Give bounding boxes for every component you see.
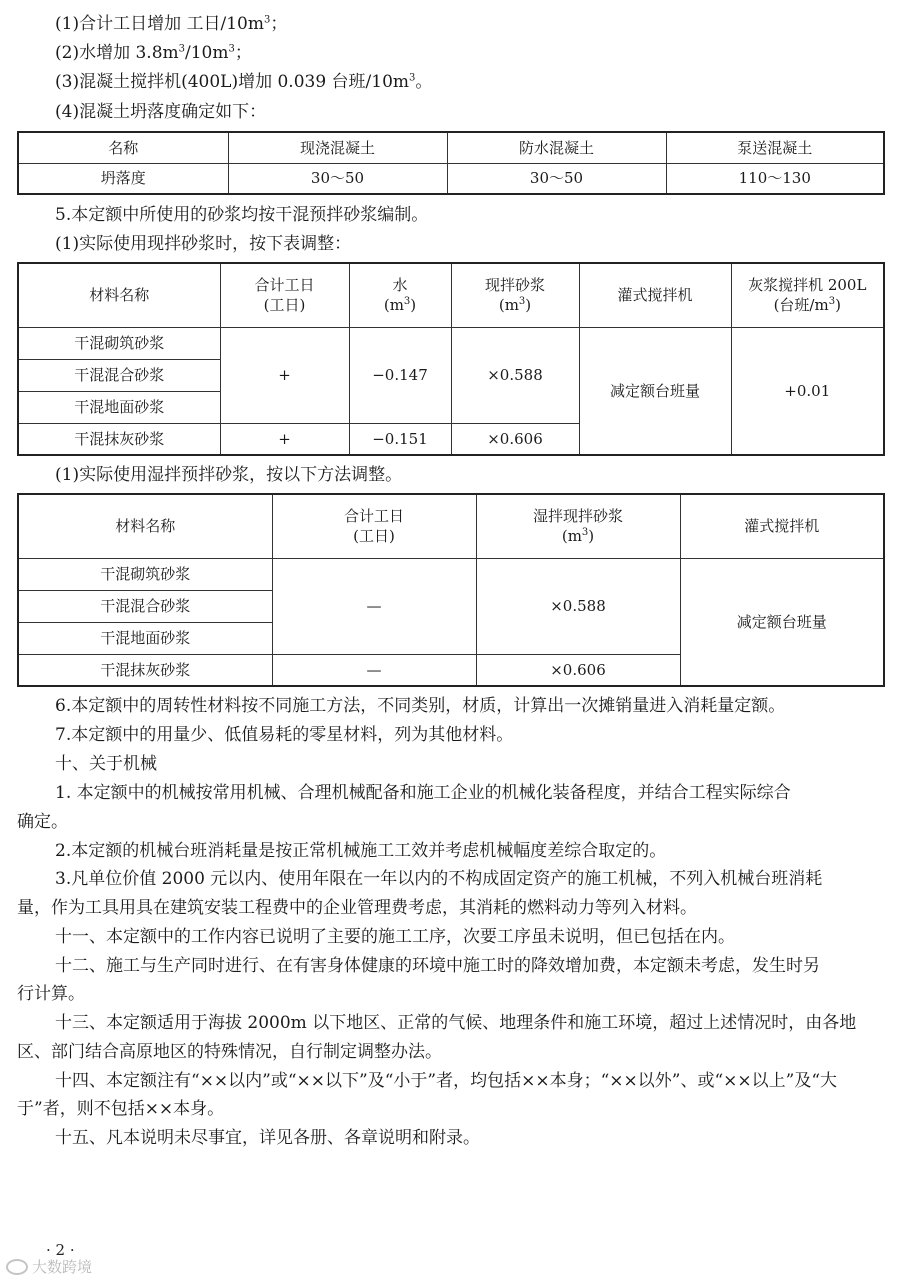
superscript: 3 xyxy=(403,296,411,308)
material-cell: 干混砌筑砂浆 xyxy=(18,327,220,359)
text: ) xyxy=(410,296,417,315)
text: (m xyxy=(383,296,404,315)
item-slump: (4)混凝土坍落度确定如下： xyxy=(55,102,267,122)
table-cell: 110～130 xyxy=(666,163,884,194)
text: (台班/m xyxy=(773,296,829,315)
site-mortar-table xyxy=(17,262,885,456)
para-machinery-3-cont: 量，作为工具用具在建筑安装工程费中的企业管理费考虑，其消耗的燃料动力等列入材料。 xyxy=(17,898,697,918)
text: (3)混凝土搅拌机(400L)增加 0.039 台班/10m xyxy=(55,72,410,92)
material-cell: 干混砌筑砂浆 xyxy=(18,558,272,590)
mortar-cell: ×0.588 xyxy=(451,327,579,423)
text: ) xyxy=(835,296,841,315)
wet-mortar-table xyxy=(17,493,885,687)
header-ash-mixer xyxy=(731,263,884,327)
header-labor xyxy=(272,494,476,558)
unit xyxy=(350,295,451,315)
material-cell: 干混抹灰砂浆 xyxy=(18,654,272,686)
table-header-row xyxy=(18,494,884,558)
material-cell: 干混地面砂浆 xyxy=(18,391,220,423)
superscript: 3 xyxy=(228,43,235,55)
text: 湿拌现拌砂浆 xyxy=(532,507,623,526)
section-13: 十三、本定额适用于海拔 2000m 以下地区、正常的气候、地理条件和施工环境，超过上述情况时，由各地 xyxy=(55,1013,857,1033)
superscript: 3 xyxy=(518,296,526,308)
header-wet-mortar xyxy=(476,494,680,558)
wet-cell: ×0.588 xyxy=(476,558,680,654)
para-site-mortar: (1)实际使用现拌砂浆时，按下表调整： xyxy=(55,234,352,254)
material-cell: 干混地面砂浆 xyxy=(18,622,272,654)
watermark xyxy=(6,1256,92,1277)
header-water xyxy=(349,263,451,327)
item-mixer-increase xyxy=(55,71,432,93)
header-mixer: 灌式搅拌机 xyxy=(579,263,731,327)
table-row xyxy=(18,163,884,194)
text: (m xyxy=(498,296,519,315)
para-mortar: 5.本定额中所使用的砂浆均按干混预拌砂浆编制。 xyxy=(55,205,429,225)
text: ； xyxy=(234,43,252,63)
slump-table xyxy=(17,131,885,195)
labor-cell: + xyxy=(220,327,349,423)
table-cell: 坍落度 xyxy=(18,163,228,194)
watermark-text: 大数跨境 xyxy=(32,1258,93,1276)
header-material: 材料名称 xyxy=(18,494,272,558)
para-machinery-1-cont: 确定。 xyxy=(17,812,68,832)
text: (2)水增加 3.8m xyxy=(55,43,179,63)
text: ) xyxy=(588,527,595,546)
material-cell: 干混混合砂浆 xyxy=(18,590,272,622)
para-wet-mortar: (1)实际使用湿拌预拌砂浆，按以下方法调整。 xyxy=(55,465,403,485)
labor-cell: — xyxy=(272,654,476,686)
mortar-cell: ×0.606 xyxy=(451,423,579,455)
superscript: 3 xyxy=(263,14,271,26)
section-14: 十四、本定额注有“××以内”或“××以下”及“小于”者，均包括××本身；“××以外”、或“××以上”及“大 xyxy=(55,1071,838,1091)
water-cell: −0.147 xyxy=(349,327,451,423)
labor-cell: — xyxy=(272,558,476,654)
mixer-cell: 减定额台班量 xyxy=(579,327,731,455)
table-header-row xyxy=(18,263,884,327)
superscript: 3 xyxy=(828,296,836,308)
section-13-cont: 区、部门结合高原地区的特殊情况，自行制定调整办法。 xyxy=(17,1042,442,1062)
item-labor-increase xyxy=(55,13,287,35)
table-header-row xyxy=(18,132,884,163)
watermark-logo-icon xyxy=(6,1259,28,1275)
header-cell: 名称 xyxy=(18,132,228,163)
para-turnover-materials: 6.本定额中的周转性材料按不同施工方法，不同类别，材质，计算出一次摊销量进入消耗量定额。 xyxy=(55,696,786,716)
item-water-increase xyxy=(55,42,252,64)
section-12: 十二、施工与生产同时进行、在有害身体健康的环境中施工时的降效增加费，本定额未考虑，发生时另 xyxy=(55,956,820,976)
table-cell: 30～50 xyxy=(447,163,666,194)
table-cell: 30～50 xyxy=(228,163,447,194)
text: (工日) xyxy=(353,527,395,546)
section-12-cont: 行计算。 xyxy=(17,984,85,1004)
labor-cell: + xyxy=(220,423,349,455)
superscript: 3 xyxy=(178,43,186,55)
text: 合计工日 xyxy=(343,507,404,526)
text: (1)合计工日增加 工日/10m xyxy=(55,14,264,34)
para-machinery-3: 3.凡单位价值 2000 元以内、使用年限在一年以内的不构成固定资产的施工机械，不列入机械台班消耗 xyxy=(55,869,823,889)
para-machinery-2: 2.本定额的机械台班消耗量是按正常机械施工工效并考虑机械幅度差综合取定的。 xyxy=(55,841,667,861)
table-row xyxy=(18,327,884,359)
page-number: · 2 · xyxy=(46,1241,75,1259)
text: 合计工日 xyxy=(254,276,315,295)
header-cell: 防水混凝土 xyxy=(447,132,666,163)
header-mixer: 灌式搅拌机 xyxy=(680,494,884,558)
text: (m xyxy=(561,527,582,546)
header-site-mortar xyxy=(451,263,579,327)
superscript: 3 xyxy=(409,72,416,84)
text: 。 xyxy=(415,72,433,92)
superscript: 3 xyxy=(581,527,589,539)
unit xyxy=(477,526,680,546)
text: 现拌砂浆 xyxy=(484,276,545,295)
section-14-cont: 于”者，则不包括××本身。 xyxy=(17,1099,225,1119)
text: /10m xyxy=(185,43,229,63)
text: 水 xyxy=(392,276,408,295)
section-15: 十五、凡本说明未尽事宜，详见各册、各章说明和附录。 xyxy=(55,1128,480,1148)
section-heading-machinery: 十、关于机械 xyxy=(55,754,157,774)
mixer-cell: 减定额台班量 xyxy=(680,558,884,686)
header-cell: 现浇混凝土 xyxy=(228,132,447,163)
table-row xyxy=(18,558,884,590)
ash-cell: +0.01 xyxy=(731,327,884,455)
text: (工日) xyxy=(263,296,306,315)
header-cell: 泵送混凝土 xyxy=(666,132,884,163)
text: ) xyxy=(525,296,532,315)
para-machinery-1: 1. 本定额中的机械按常用机械、合理机械配备和施工企业的机械化装备程度，并结合工程实际综合 xyxy=(55,783,791,803)
header-material: 材料名称 xyxy=(18,263,220,327)
text: 灰浆搅拌机 200L xyxy=(748,276,867,295)
material-cell: 干混混合砂浆 xyxy=(18,359,220,391)
material-cell: 干混抹灰砂浆 xyxy=(18,423,220,455)
para-sundry-materials: 7.本定额中的用量少、低值易耗的零星材料，列为其他材料。 xyxy=(55,725,514,745)
wet-cell: ×0.606 xyxy=(476,654,680,686)
text: ； xyxy=(270,14,288,34)
section-11: 十一、本定额中的工作内容已说明了主要的施工工序，次要工序虽未说明，但已包括在内。 xyxy=(55,927,735,947)
header-labor xyxy=(220,263,349,327)
unit xyxy=(452,295,579,315)
unit xyxy=(732,295,884,315)
water-cell: −0.151 xyxy=(349,423,451,455)
